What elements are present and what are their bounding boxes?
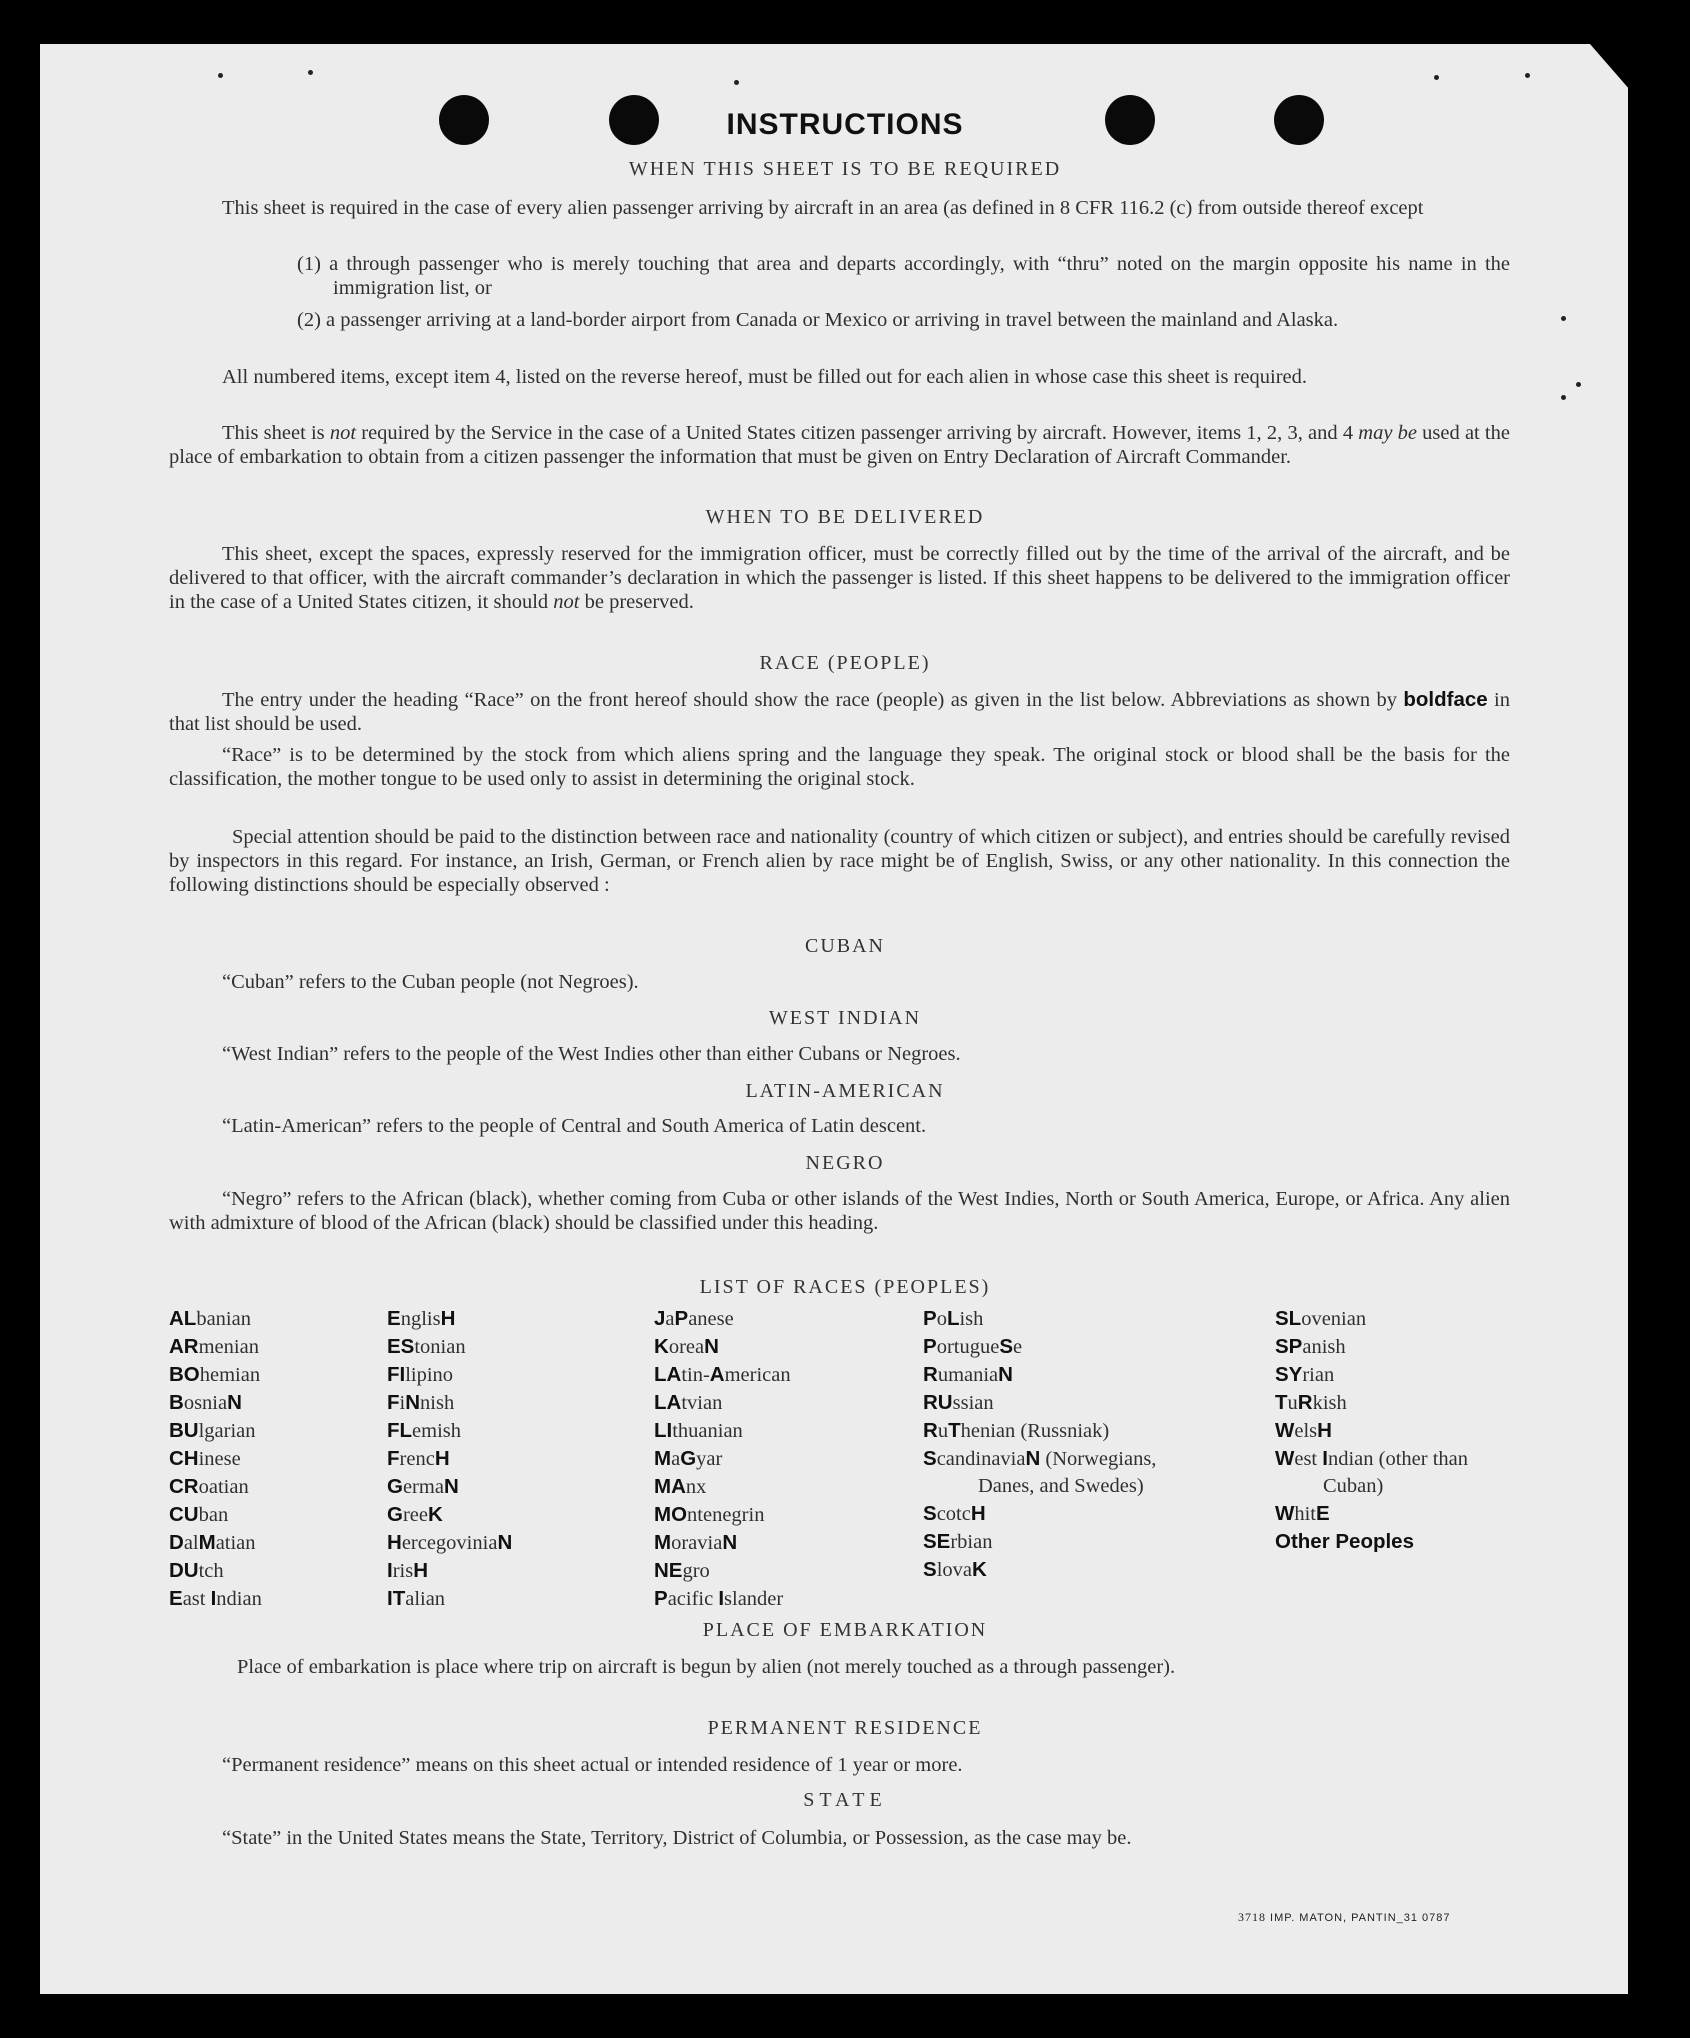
race-list-item — [923, 1417, 1203, 1445]
list-item-text: (2) a passenger arriving at a land-border airport from Canada or Mexico or arriving in travel between the mainland and Alaska. — [297, 309, 1339, 331]
race-list-item — [1275, 1528, 1520, 1556]
abbrev-letters: MA — [654, 1475, 686, 1498]
race-column-5 — [1275, 1305, 1520, 1556]
speck — [218, 73, 223, 78]
text-run-italic: not — [329, 422, 357, 444]
abbrev-letters: M — [198, 1531, 216, 1554]
race-text: merican — [724, 1364, 791, 1386]
paragraph: This sheet is required in the case of every alien passenger arriving by aircraft in an area (as defined in 8 CFR 116.2 (c) from outside thereof except — [222, 197, 1424, 219]
abbrev-letters: H — [387, 1531, 402, 1554]
race-list-item — [387, 1585, 627, 1613]
abbrev-letters: R — [1297, 1391, 1313, 1414]
race-list-item — [387, 1389, 627, 1417]
race-text: osnia — [183, 1392, 228, 1414]
abbrev-letters: T — [948, 1419, 961, 1442]
abbrev-letters: I — [718, 1587, 725, 1610]
abbrev-letters: R — [923, 1363, 938, 1386]
race-list-item — [923, 1333, 1203, 1361]
abbrev-letters: LA — [654, 1391, 682, 1414]
race-list-item — [387, 1501, 627, 1529]
abbrev-letters: N — [405, 1391, 421, 1414]
paragraph: “Latin-American” refers to the people of Central and South America of Latin descent. — [222, 1115, 927, 1137]
abbrev-letters: G — [680, 1447, 697, 1470]
section-heading-west-indian: WEST INDIAN — [768, 1007, 922, 1029]
abbrev-letters: P — [674, 1307, 689, 1330]
race-list-item — [1275, 1305, 1520, 1333]
abbrev-letters: DU — [169, 1559, 199, 1582]
race-text: e — [1013, 1336, 1023, 1358]
section-heading-when-delivered: WHEN TO BE DELIVERED — [705, 506, 985, 528]
printer-name: IMP. MATON, PANTIN_31 0787 — [1266, 1912, 1451, 1924]
abbrev-letters: E — [387, 1307, 401, 1330]
race-list-item — [169, 1445, 369, 1473]
race-list-item — [169, 1305, 369, 1333]
abbrev-letters: N — [704, 1335, 719, 1358]
abbrev-letters: M — [654, 1531, 672, 1554]
paragraph — [169, 542, 1510, 614]
race-text: oravia — [671, 1532, 723, 1554]
abbrev-letters: S — [999, 1335, 1013, 1358]
paragraph: “Permanent residence” means on this sheet actual or intended residence of 1 year or more. — [222, 1754, 963, 1776]
abbrev-letters: J — [654, 1307, 666, 1330]
abbrev-letters: B — [169, 1391, 184, 1414]
race-text: nx — [685, 1476, 707, 1498]
race-text: cotc — [936, 1503, 971, 1525]
race-text: lipino — [405, 1364, 454, 1386]
race-text: slander — [724, 1588, 784, 1610]
race-list-item — [654, 1501, 894, 1529]
abbrev-letters: LA — [654, 1363, 682, 1386]
abbrev-letters: N — [998, 1363, 1013, 1386]
race-text: ssian — [952, 1392, 994, 1414]
race-text: yar — [696, 1448, 723, 1470]
race-list-item — [387, 1473, 627, 1501]
abbrev-letters: A — [709, 1363, 725, 1386]
abbrev-letters: K — [427, 1503, 443, 1526]
race-text: atian — [215, 1532, 256, 1554]
race-text: acific — [667, 1588, 719, 1610]
race-list-item — [654, 1585, 894, 1613]
race-text: a — [665, 1308, 675, 1330]
abbrev-letters: AR — [169, 1335, 199, 1358]
abbrev-letters: I — [210, 1587, 217, 1610]
race-text: gro — [682, 1560, 710, 1582]
race-list-item — [654, 1389, 894, 1417]
race-list-item — [169, 1389, 369, 1417]
race-list-item — [169, 1417, 369, 1445]
text-run-italic: may be — [1358, 422, 1417, 444]
abbrev-letters: BU — [169, 1419, 199, 1442]
race-text: ban — [198, 1504, 229, 1526]
race-text: hemian — [199, 1364, 261, 1386]
race-list-item — [654, 1333, 894, 1361]
text-run-italic: not — [553, 591, 580, 613]
abbrev-letters: H — [434, 1447, 450, 1470]
abbrev-letters: FL — [387, 1419, 413, 1442]
abbrev-letters: E — [169, 1587, 183, 1610]
abbrev-letters: D — [169, 1531, 184, 1554]
paragraph: “Negro” refers to the African (black), whether coming from Cuba or other islands of the West Indies, North or South America, Europe, or Africa. Any alien with admixture of blood of the African (black) should be classified under this heading. — [169, 1188, 1510, 1234]
race-text: (Norwegians, Danes, and Swedes) — [978, 1448, 1157, 1497]
abbrev-letters: K — [971, 1558, 987, 1581]
abbrev-letters: SP — [1275, 1335, 1303, 1358]
race-list-item — [169, 1529, 369, 1557]
text-run: be preserved. — [579, 591, 694, 613]
race-list-item — [387, 1305, 627, 1333]
race-text: kish — [1312, 1392, 1347, 1414]
paragraph: “West Indian” refers to the people of the West Indies other than either Cubans or Negroes. — [222, 1043, 961, 1065]
paragraph: “State” in the United States means the State, Territory, District of Columbia, or Possession, as the case may be. — [222, 1827, 1132, 1849]
abbrev-letters: N — [497, 1531, 513, 1554]
abbrev-letters: H — [1317, 1419, 1332, 1442]
abbrev-letters: CU — [169, 1503, 199, 1526]
abbrev-letters: AL — [169, 1307, 197, 1330]
race-list-item — [1275, 1417, 1520, 1445]
race-list-item — [169, 1333, 369, 1361]
race-list-item — [923, 1361, 1203, 1389]
race-text: henian (Russniak) — [960, 1420, 1110, 1442]
speck — [1576, 382, 1581, 387]
race-list-item — [1275, 1361, 1520, 1389]
race-text: nglis — [400, 1308, 441, 1330]
race-text: ortugue — [936, 1336, 1000, 1358]
race-text: tin- — [681, 1364, 710, 1386]
race-column-2 — [387, 1305, 627, 1613]
abbrev-letters: K — [654, 1335, 669, 1358]
list-item — [297, 252, 1510, 300]
text-run: This sheet, except the spaces, expressly reserved for the immigration officer, must be correctly filled out by the time of the arrival of the aircraft, and be delivered to that officer, with the aircraft commander’s declaration in which the passenger is listed. If this sheet happens to be delivered to the immigration officer in the case of a United States citizen, it should — [169, 543, 1510, 613]
abbrev-letters: SE — [923, 1530, 951, 1553]
speck — [734, 80, 739, 85]
race-text: ast — [182, 1588, 211, 1610]
race-text: renc — [399, 1448, 435, 1470]
race-list-item — [654, 1445, 894, 1473]
text-run: used at the place of embarkation to obtain from a citizen passenger the information that must be given on Entry Declaration of Aircraft Commander. — [169, 422, 1510, 468]
abbrev-letters: P — [654, 1587, 668, 1610]
race-list-item — [387, 1529, 627, 1557]
race-text: umania — [937, 1364, 999, 1386]
abbrev-letters: S — [923, 1502, 937, 1525]
race-list-item — [923, 1389, 1203, 1417]
abbrev-letters: I — [387, 1559, 393, 1582]
speck — [1561, 316, 1566, 321]
race-text: thuanian — [672, 1420, 743, 1442]
race-list-item — [169, 1501, 369, 1529]
race-text: candinavia — [936, 1448, 1026, 1470]
text-run: in that list should be used. — [169, 689, 1510, 735]
race-text: lova — [936, 1559, 972, 1581]
race-text: inese — [198, 1448, 241, 1470]
race-list-item — [654, 1557, 894, 1585]
abbrev-letters: H — [440, 1307, 456, 1330]
paragraph — [169, 688, 1510, 736]
race-column-4 — [923, 1305, 1203, 1584]
race-text: erma — [402, 1476, 444, 1498]
abbrev-letters: S — [923, 1447, 937, 1470]
abbrev-letters: F — [387, 1447, 400, 1470]
abbrev-letters: ES — [387, 1335, 415, 1358]
abbrev-letters: N — [722, 1531, 738, 1554]
race-list-item — [387, 1361, 627, 1389]
abbrev-letters: E — [1316, 1502, 1330, 1525]
section-heading-latin-american: LATIN-AMERICAN — [745, 1080, 945, 1102]
race-text: nish — [420, 1392, 455, 1414]
abbrev-letters: N — [227, 1391, 242, 1414]
clipped-corner — [1590, 44, 1630, 90]
race-text: lgarian — [198, 1420, 256, 1442]
race-text: ndian (other than Cuban) — [1323, 1448, 1469, 1497]
abbrev-letters: FI — [387, 1363, 406, 1386]
race-list-item — [923, 1445, 1203, 1500]
race-list-item — [169, 1473, 369, 1501]
race-text: a — [671, 1448, 681, 1470]
abbrev-letters: M — [654, 1447, 672, 1470]
abbrev-letters: W — [1275, 1502, 1295, 1525]
race-text: rian — [1302, 1364, 1335, 1386]
abbrev-letters: SL — [1275, 1307, 1302, 1330]
race-text: ree — [402, 1504, 428, 1526]
race-list-item — [654, 1361, 894, 1389]
race-text: hit — [1294, 1503, 1317, 1525]
race-list-item — [169, 1361, 369, 1389]
race-list-item — [387, 1333, 627, 1361]
section-heading-when-required: WHEN THIS SHEET IS TO BE REQUIRED — [628, 158, 1062, 180]
race-list-item — [387, 1417, 627, 1445]
paragraph: Special attention should be paid to the distinction between race and nationality (country of which citizen or subject), and entries should be carefully revised by inspectors in this regard. For instance, an Irish, German, or French alien by race might be of English, Swiss, or any other nationality. In this connection the following distinctions should be especially observed : — [169, 826, 1510, 896]
race-list-item — [387, 1557, 627, 1585]
race-list-item — [654, 1473, 894, 1501]
abbrev-letters: F — [387, 1391, 400, 1414]
race-list-item — [923, 1305, 1203, 1333]
list-item-text: (1) a through passenger who is merely touching that area and departs accordingly, with “thru” noted on the margin opposite his name in the immigration list, or — [297, 253, 1510, 299]
race-text: ovenian — [1301, 1308, 1367, 1330]
race-text: els — [1294, 1420, 1318, 1442]
race-text: anese — [688, 1308, 734, 1330]
page-title: INSTRUCTIONS — [726, 108, 964, 141]
race-text: i — [399, 1392, 406, 1414]
abbrev-letters: LI — [654, 1419, 673, 1442]
abbrev-letters: G — [387, 1503, 403, 1526]
abbrev-letters: H — [970, 1502, 986, 1525]
race-text: ntenegrin — [687, 1504, 765, 1526]
speck — [1434, 75, 1439, 80]
form-number: 3718 — [1238, 1910, 1266, 1924]
race-text: tonian — [414, 1336, 466, 1358]
race-list-item — [654, 1529, 894, 1557]
abbrev-letters: N — [443, 1475, 459, 1498]
speck — [1525, 73, 1530, 78]
abbrev-letters: P — [923, 1307, 937, 1330]
abbrev-letters: T — [1275, 1391, 1288, 1414]
abbrev-letters: R — [923, 1419, 938, 1442]
race-text: ris — [392, 1560, 414, 1582]
race-list-item — [923, 1500, 1203, 1528]
list-item — [297, 308, 1510, 332]
race-text: o — [936, 1308, 947, 1330]
race-column-1 — [169, 1305, 369, 1613]
abbrev-letters: H — [413, 1559, 429, 1582]
section-heading-permanent-residence: PERMANENT RESIDENCE — [707, 1717, 983, 1739]
section-heading-list-of-races: LIST OF RACES (PEOPLES) — [699, 1276, 991, 1298]
race-text: emish — [412, 1420, 462, 1442]
race-text: rbian — [950, 1531, 993, 1553]
section-heading-negro: NEGRO — [805, 1152, 885, 1174]
abbrev-letters: BO — [169, 1363, 200, 1386]
race-list-item — [387, 1445, 627, 1473]
speck — [308, 70, 313, 75]
race-text: tch — [198, 1560, 224, 1582]
race-text: al — [183, 1532, 199, 1554]
abbrev-letters: SY — [1275, 1363, 1303, 1386]
race-list-item — [654, 1305, 894, 1333]
abbrev-letters: RU — [923, 1391, 953, 1414]
abbrev-letters: I — [1322, 1447, 1328, 1470]
paragraph — [169, 421, 1510, 469]
section-heading-race: RACE (PEOPLE) — [759, 652, 931, 674]
race-text: tvian — [681, 1392, 723, 1414]
race-list-item — [1275, 1389, 1520, 1417]
race-text: anish — [1302, 1336, 1346, 1358]
abbrev-letters: W — [1275, 1419, 1295, 1442]
race-text: menian — [198, 1336, 259, 1358]
race-text: banian — [196, 1308, 251, 1330]
abbrev-letters: NE — [654, 1559, 683, 1582]
race-list-item — [1275, 1500, 1520, 1528]
text-run: This sheet is — [222, 422, 330, 444]
paragraph: “Race” is to be determined by the stock from which aliens spring and the language they speak. The original stock or blood shall be the basis for the classification, the mother tongue to be used only to assist in determining the original stock. — [169, 744, 1510, 790]
race-list-item — [1275, 1445, 1520, 1500]
race-text: alian — [405, 1588, 446, 1610]
abbrev-letters: P — [923, 1335, 937, 1358]
abbrev-letters: IT — [387, 1587, 406, 1610]
race-text: orea — [668, 1336, 705, 1358]
abbrev-letters: N — [1025, 1447, 1041, 1470]
race-text: ercegovinia — [401, 1532, 498, 1554]
section-heading-cuban: CUBAN — [804, 935, 885, 957]
paragraph: Place of embarkation is place where trip on aircraft is begun by alien (not merely touched as a through passenger). — [237, 1656, 1176, 1678]
race-list-item — [169, 1557, 369, 1585]
race-column-3 — [654, 1305, 894, 1613]
race-text: est — [1294, 1448, 1323, 1470]
text-run-bold: boldface — [1403, 688, 1488, 711]
text-run: required by the Service in the case of a United States citizen passenger arriving by aircraft. However, items 1, 2, 3, and 4 — [356, 422, 1359, 444]
abbrev-letters: S — [923, 1558, 937, 1581]
race-list-item — [923, 1556, 1203, 1584]
race-list-item — [654, 1417, 894, 1445]
text-run: The entry under the heading “Race” on the front hereof should show the race (people) as given in the list below. Abbreviations as shown by — [222, 689, 1404, 711]
abbrev-letters: W — [1275, 1447, 1295, 1470]
race-text: ish — [959, 1308, 984, 1330]
race-list-item — [1275, 1333, 1520, 1361]
printer-imprint — [1238, 1910, 1451, 1925]
section-heading-embarkation: PLACE OF EMBARKATION — [702, 1619, 988, 1641]
abbrev-letters: G — [387, 1475, 403, 1498]
abbrev-letters: L — [946, 1307, 960, 1330]
section-heading-state: STATE — [803, 1789, 887, 1811]
paragraph: All numbered items, except item 4, listed on the reverse hereof, must be filled out for each alien in whose case this sheet is required. — [222, 366, 1308, 388]
speck — [1561, 395, 1566, 400]
race-text: u — [1287, 1392, 1298, 1414]
abbrev-letters: CH — [169, 1447, 199, 1470]
race-text: u — [937, 1420, 949, 1442]
abbrev-letters: MO — [654, 1503, 688, 1526]
race-text: oatian — [198, 1476, 249, 1498]
race-list-item — [169, 1585, 369, 1613]
abbrev-letters: CR — [169, 1475, 199, 1498]
race-list-item — [923, 1528, 1203, 1556]
race-text: ndian — [216, 1588, 262, 1610]
abbrev-letters: Other Peoples — [1275, 1530, 1414, 1553]
paragraph: “Cuban” refers to the Cuban people (not Negroes). — [222, 971, 639, 993]
